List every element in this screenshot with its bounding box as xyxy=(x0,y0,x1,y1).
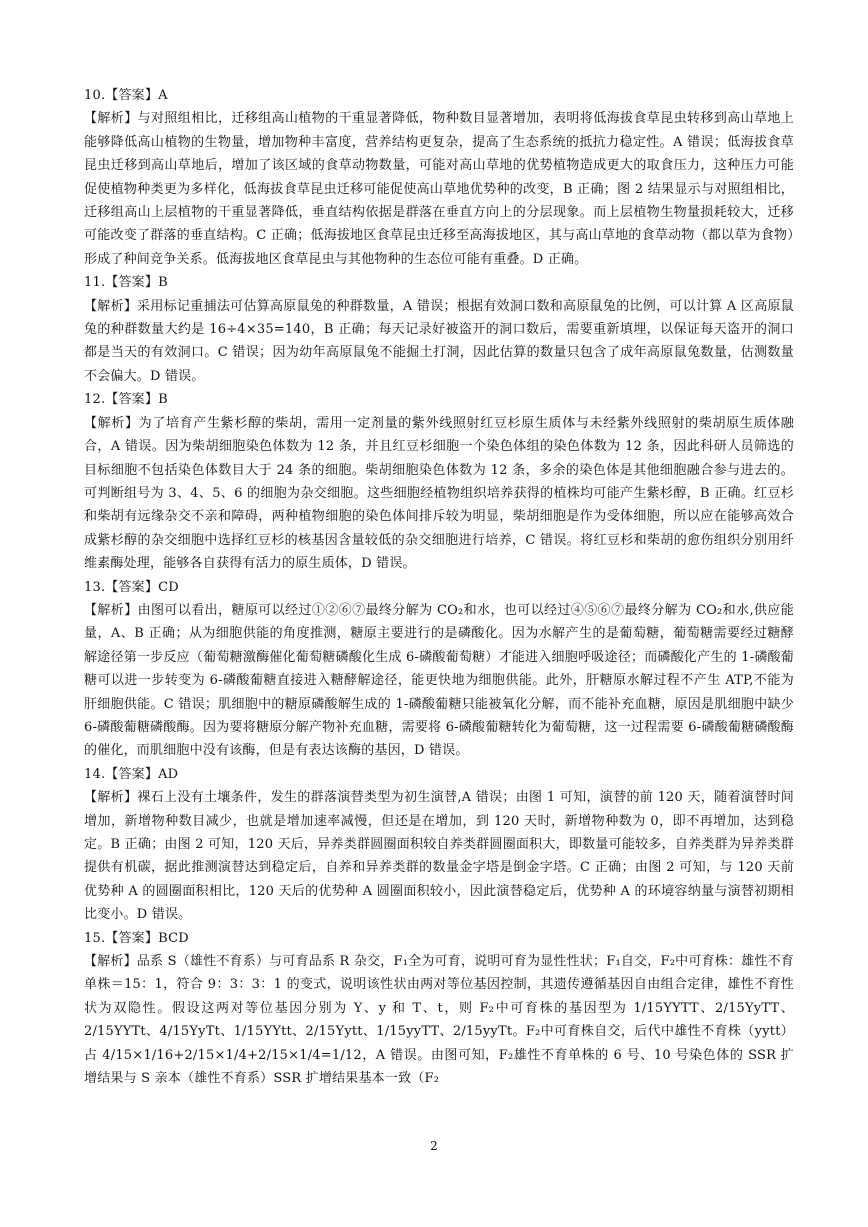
answer-12: 12.【答案】B xyxy=(84,392,168,408)
analysis-11: 【解析】采用标记重捕法可估算高原鼠兔的种群数量，A 错误；根据有效洞口数和高原鼠兔的比例，可以计算 A 区高原鼠兔的种群数量大约是 16÷4×35=140，B 正确；每天记录好被盗开的洞口数后，需要重新填埋，以保证每天盗开的洞口都是当天的有效洞口。C 错误；因为幼年高原鼠兔不能掘土打洞，因此估算的数量只包含了成年高原鼠兔数量，估测数量不会偏大。D 错误。 xyxy=(84,298,794,384)
analysis-10: 【解析】与对照组相比，迁移组高山植物的干重显著降低，物种数目显著增加，表明将低海拔食草昆虫转移到高山草地上能够降低高山植物的生物量，增加物种丰富度，营养结构更复杂，提高了生态系统的抵抗力稳定性。A 错误；低海拔食草昆虫迁移到高山草地后，增加了该区域的食草动物数量，可能对高山草地的优势植物造成更大的取食压力，这种压力可能促使植物种类更为多样化，低海拔食草昆虫迁移可能促使高山草地优势种的改变，B 正确；图 2 结果显示与对照组相比，迁移组高山上层植物的干重显著降低，垂直结构依据是群落在垂直方向上的分层现象。而上层植物生物量损耗较大，迁移可能改变了群落的垂直结构。C 正确；低海拔地区食草昆虫迁移至高海拔地区，其与高山草地的食草动物（都以草为食物）形成了种间竞争关系。低海拔地区食草昆虫与其他物种的生态位可能有重叠。D 正确。 xyxy=(84,111,794,267)
answer-10: 10.【答案】A xyxy=(84,88,168,103)
answer-15: 15.【答案】BCD xyxy=(84,930,189,946)
analysis-14: 【解析】裸石上没有土壤条件，发生的群落演替类型为初生演替,A 错误；由图 1 可知，演替的前 120 天，随着演替时间增加，新增物种数目减少，也就是增加速率减慢，但还是在增加，到 120 天时，新增物种数为 0，即不再增加，达到稳定。B 正确；由图 2 可知，120 天后，异养类群圆圈面积较自养类群圆圈面积大，即数量可能较多，自养类群为异养类群提供有机碳，据此推测演替达到稳定后，自养和异养类群的数量金字塔是倒金字塔。C 正确；由图 2 可知，与 120 天前优势种 A 的圆圈面积相比，120 天后的优势种 A 圆圈面积较小，因此演替稳定后，优势种 A 的环境容纳量与演替初期相比变小。D 错误。 xyxy=(84,790,794,923)
analysis-15: 【解析】品系 S（雄性不育系）与可育品系 R 杂交，F₁全为可育，说明可育为显性性状；F₁自交，F₂中可育株：雄性不育单株＝15：1，符合 9：3：3：1 的变式，说明该性状由两对等位基因控制，其遗传遵循基因自由组合定律，雄性不育性状为双隐性。假设这两对等位基因分别为 Y、y 和 T、t，则 F₂中可育株的基因型为 1/15YYTT、2/15YyTT、2/15YYTt、4/15YyTt、1/15YYtt、2/15Yytt、1/15yyTT、2/15yyTt。F₂中可育株自交，后代中雄性不育株（yytt）占 4/15×1/16+2/15×1/4+2/15×1/4=1/12，A 错误。由图可知，F₂雄性不育单株的 6 号、10 号染色体的 SSR 扩增结果与 S 亲本（雄性不育系）SSR 扩增结果基本一致（F₂ xyxy=(84,954,794,1087)
answer-13: 13.【答案】CD xyxy=(84,579,179,595)
answer-14: 14.【答案】AD xyxy=(84,766,179,782)
analysis-12: 【解析】为了培育产生紫杉醇的柴胡，需用一定剂量的紫外线照射红豆杉原生质体与未经紫外线照射的柴胡原生质体融合，A 错误。因为柴胡细胞染色体数为 12 条，并且红豆杉细胞一个染色体组的染色体数为 12 条，因此科研人员筛选的目标细胞不包括染色体数目大于 24 条的细胞。柴胡细胞染色体数为 12 条，多余的染色体是其他细胞融合参与进去的。可判断组号为 3、4、5、6 的细胞为杂交细胞。这些细胞经植物组织培养获得的植株均可能产生紫杉醇，B 正确。红豆杉和柴胡有远缘杂交不亲和障碍，两种植物细胞的染色体间排斥较为明显，柴胡细胞是作为受体细胞，所以应在能够高效合成紫杉醇的杂交细胞中选择红豆杉的核基因含量较低的杂交细胞进行培养，C 错误。将红豆杉和柴胡的愈伤组织分别用纤维素酶处理，能够各自获得有活力的原生质体，D 错误。 xyxy=(84,415,794,572)
page-number: 2 xyxy=(430,1139,438,1153)
analysis-13: 【解析】由图可以看出，糖原可以经过①②⑥⑦最终分解为 CO₂和水，也可以经过④⑤⑥⑦最终分解为 CO₂和水,供应能量，A、B 正确；从为细胞供能的角度推测，糖原主要进行的是磷酸化。因为水解产生的是葡萄糖，葡萄糖需要经过糖酵解途径第一步反应（葡萄糖激酶催化葡萄糖磷酸化生成 6-磷酸葡萄糖）才能进入细胞呼吸途径；而磷酸化产生的 1-磷酸葡糖可以进一步转变为 6-磷酸葡糖直接进入糖酵解途径，能更快地为细胞供能。此外，肝糖原水解过程不产生 ATP,不能为肝细胞供能。C 错误；肌细胞中的糖原磷酸解生成的 1-磷酸葡糖只能被氧化分解，而不能补充血糖，原因是肌细胞中缺少 6-磷酸葡糖磷酸酶。因为要将糖原分解产物补充血糖，需要将 6-磷酸葡糖转化为葡萄糖，这一过程需要 6-磷酸葡糖磷酸酶的催化，而肌细胞中没有该酶，但是有表达该酶的基因，D 错误。 xyxy=(84,602,794,759)
answer-key-content xyxy=(84,84,794,1090)
answer-11: 11.【答案】B xyxy=(84,275,168,291)
